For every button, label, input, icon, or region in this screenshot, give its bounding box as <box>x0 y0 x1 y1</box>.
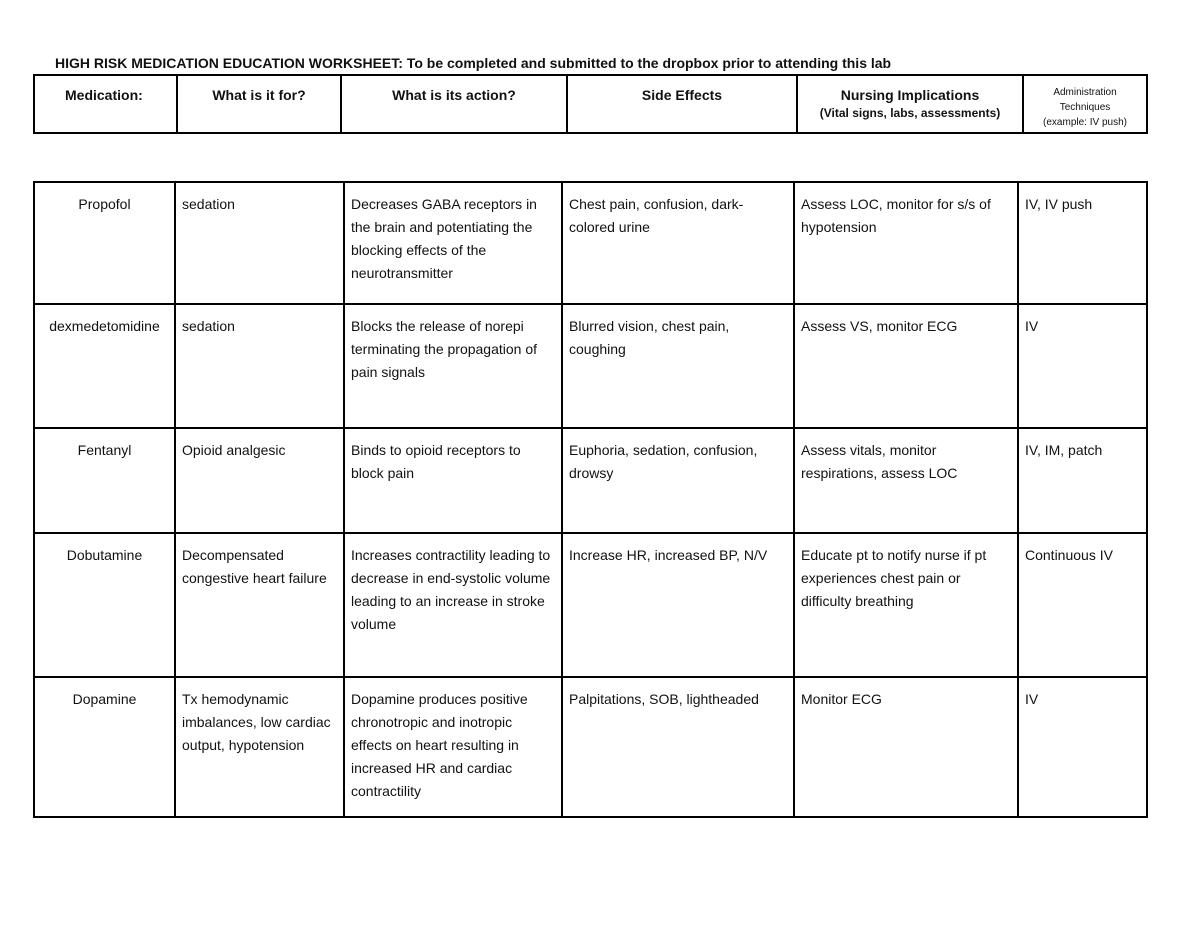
header-side-effects: Side Effects <box>567 75 797 133</box>
header-nursing-sub: (Vital signs, labs, assessments) <box>819 106 1001 120</box>
table-row <box>34 533 1147 677</box>
cell-side-effects: Blurred vision, chest pain, coughing <box>562 304 794 428</box>
cell-medication: Dobutamine <box>34 533 175 677</box>
cell-nursing: Educate pt to notify nurse if pt experiences chest pain or difficulty breathing <box>794 533 1018 677</box>
cell-admin: IV, IV push <box>1018 182 1147 304</box>
cell-medication: Dopamine <box>34 677 175 817</box>
cell-what-for: sedation <box>175 182 344 304</box>
cell-medication: Propofol <box>34 182 175 304</box>
cell-admin: Continuous IV <box>1018 533 1147 677</box>
cell-medication: dexmedetomidine <box>34 304 175 428</box>
cell-what-for: Tx hemodynamic imbalances, low cardiac output, hypotension <box>175 677 344 817</box>
header-admin-line3: (example: IV push) <box>1043 117 1127 128</box>
cell-action: Increases contractility leading to decrease in end-systolic volume leading to an increase in stroke volume <box>344 533 562 677</box>
cell-admin: IV <box>1018 304 1147 428</box>
cell-what-for: Decompensated congestive heart failure <box>175 533 344 677</box>
header-nursing <box>797 75 1023 133</box>
cell-side-effects: Increase HR, increased BP, N/V <box>562 533 794 677</box>
header-admin-line2: Techniques <box>1059 102 1111 113</box>
header-action: What is its action? <box>341 75 567 133</box>
cell-medication: Fentanyl <box>34 428 175 533</box>
header-table <box>33 74 1148 134</box>
worksheet-title: HIGH RISK MEDICATION EDUCATION WORKSHEET: To be completed and submitted to the dropbox prior to attending this lab <box>55 55 892 71</box>
cell-admin: IV, IM, patch <box>1018 428 1147 533</box>
cell-action: Dopamine produces positive chronotropic and inotropic effects on heart resulting in increased HR and cardiac contractility <box>344 677 562 817</box>
cell-side-effects: Chest pain, confusion, dark-colored urine <box>562 182 794 304</box>
cell-nursing: Assess LOC, monitor for s/s of hypotension <box>794 182 1018 304</box>
header-medication: Medication: <box>34 75 177 133</box>
cell-nursing: Assess VS, monitor ECG <box>794 304 1018 428</box>
cell-side-effects: Palpitations, SOB, lightheaded <box>562 677 794 817</box>
cell-what-for: sedation <box>175 304 344 428</box>
header-what-for: What is it for? <box>177 75 341 133</box>
cell-what-for: Opioid analgesic <box>175 428 344 533</box>
header-admin <box>1023 75 1147 133</box>
table-row <box>34 428 1147 533</box>
cell-side-effects: Euphoria, sedation, confusion, drowsy <box>562 428 794 533</box>
cell-nursing: Assess vitals, monitor respirations, assess LOC <box>794 428 1018 533</box>
header-admin-line1: Administration <box>1053 87 1117 98</box>
table-row <box>34 304 1147 428</box>
cell-action: Blocks the release of norepi terminating the propagation of pain signals <box>344 304 562 428</box>
medication-table <box>33 181 1148 818</box>
cell-action: Decreases GABA receptors in the brain and potentiating the blocking effects of the neurotransmitter <box>344 182 562 304</box>
table-row <box>34 677 1147 817</box>
cell-action: Binds to opioid receptors to block pain <box>344 428 562 533</box>
header-nursing-label: Nursing Implications <box>840 87 980 103</box>
cell-nursing: Monitor ECG <box>794 677 1018 817</box>
cell-admin: IV <box>1018 677 1147 817</box>
header-row <box>34 75 1147 133</box>
table-row <box>34 182 1147 304</box>
